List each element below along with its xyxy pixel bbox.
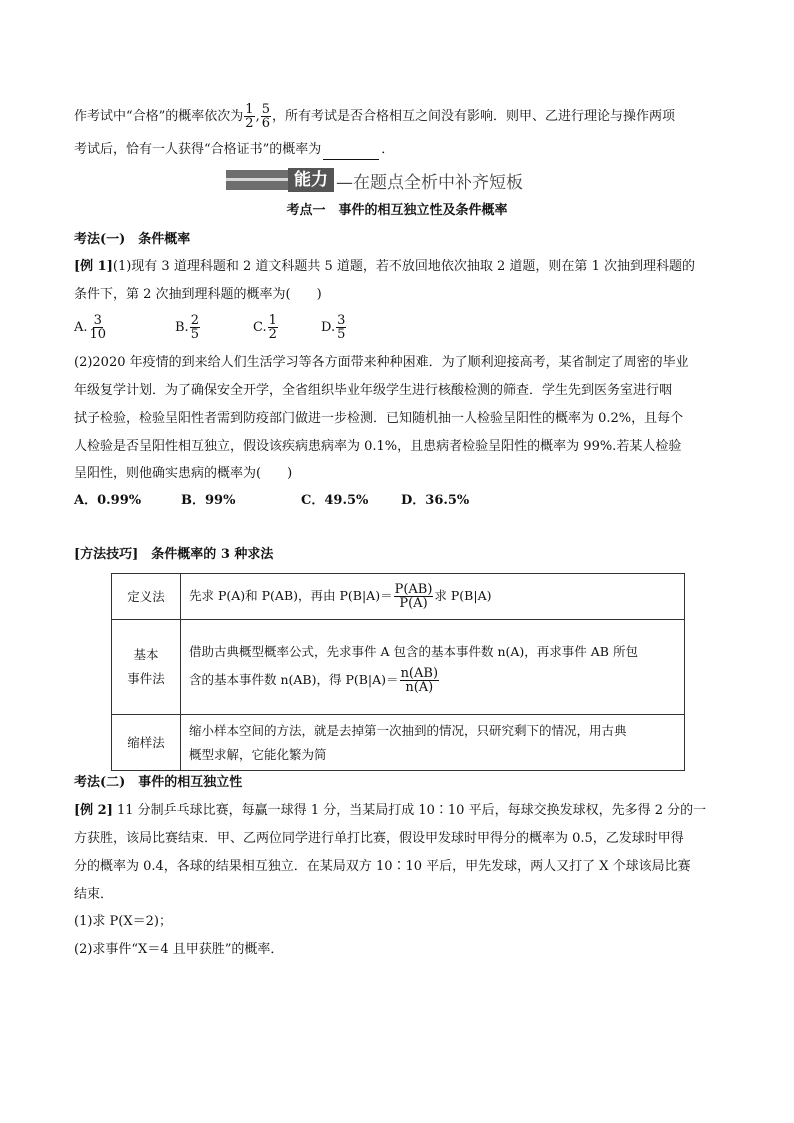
example1-q2-line4: 人检验是否呈阳性相互独立，假设该疾病患病率为 0.1%，且患病者检验呈阳性的概率为 99%.若某人检验 [74,439,682,454]
intro-text-prefix: 作考试中“合格”的概率依次为 [74,109,244,124]
example2-label: [例 2] [74,803,113,818]
example1-q2-line1: (2)2020 年疫情的到来给人们生活学习等各方面带来种种困难．为了顺利迎接高考，某省制定了周密的毕业 [74,355,689,370]
example2-line3: 分的概率为 0.4，各球的结果相互独立．在某局双方 10∶10 平后，甲先发球，两人又打了 X 个球该局比赛 [74,859,691,874]
method-key: 基本 事件法 [112,620,181,715]
method-key: 缩样法 [112,715,181,771]
banner-decoration [226,170,288,190]
banner-subtitle: —在题点全析中补齐短板 [336,172,523,193]
method-key: 定义法 [112,574,181,620]
example2-line2: 方获胜，该局比赛结束．甲、乙两位同学进行单打比赛，假设甲发球时甲得分的概率为 0.5，乙发球时甲得 [74,831,684,846]
methods-table [111,573,685,771]
section-banner [226,168,563,192]
option-d: D．36.5% [401,493,470,508]
option-b: B．99% [181,493,236,508]
table-row [112,574,685,620]
example2-line1: [例 2] 11 分制乒乓球比赛，每赢一球得 1 分，当某局打成 10∶10 平后，每球交换发球权，先多得 2 分的一 [74,803,707,818]
table-row [112,715,685,771]
intro-line-2: 考试后，恰有一人获得“合格证书”的概率为 ． [74,140,394,160]
example2-question-1: (1)求 P(X＝2)； [74,914,172,929]
example2-line4: 结束． [74,887,114,902]
option-c: C. $\frac{1}{2}$ [253,313,277,342]
option-d: D. $\frac{3}{5}$ [321,313,346,342]
example1-q1-line1: [例 1](1)现有 3 道理科题和 2 道文科题共 5 道题，若不放回地依次抽取 2 道题，则在第 1 次抽到理科题的 [74,259,695,274]
option-b: B. $\frac{2}{5}$ [175,313,199,342]
option-c: C．49.5% [301,493,369,508]
tips-heading: [方法技巧] 条件概率的 3 种求法 [74,547,274,562]
section-title: 考点一 事件的相互独立性及条件概率 [286,203,508,218]
example1-q2-line3: 拭子检验，检验呈阳性者需到防疫部门做进一步检测．已知随机抽一人检验呈阳性的概率为 0.2%，且每个 [74,411,684,426]
example2-question-2: (2)求事件“X＝4 且甲获胜”的概率． [74,942,284,957]
method1-heading: 考法(一) 条件概率 [74,232,191,247]
method-description: 缩小样本空间的方法，就是去掉第一次抽到的情况，只研究剩下的情况，用古典 概型求解，它能化繁为简 [181,715,685,771]
example1-label: [例 1] [74,259,113,274]
table-row [112,620,685,715]
intro-text-suffix: ，所有考试是否合格相互之间没有影响．则甲、乙进行理论与操作两项 [272,109,676,124]
method-description: 借助古典概型概率公式，先求事件 A 包含的基本事件数 n(A)，再求事件 AB 所包 含的基本事件数 n(AB)，得 P(B|A)＝ $\frac{n(AB)}{n(A)}$ [181,620,685,715]
method2-heading: 考法(二) 事件的相互独立性 [74,775,243,790]
banner-tag: 能力 [288,168,334,192]
fraction-five-sixths: $\frac{5}{6}$ [261,102,270,131]
intro-line-1: 作考试中“合格”的概率依次为 $\frac{1}{2}$ , $\frac{5}{6}$ ，所有考试是否合格相互之间没有影响．则甲、乙进行理论与操作两项 [74,102,676,131]
method-description: 先求 P(A)和 P(AB)，再由 P(B|A)＝ $\frac{P(AB)}{P(A)}$ 求 P(B|A) [181,574,685,620]
option-a: A. $\frac{3}{10}$ [74,313,107,342]
example1-q1-line2: 条件下，第 2 次抽到理科题的概率为( ) [74,287,322,302]
example1-q2-line2: 年级复学计划．为了确保安全开学，全省组织毕业年级学生进行核酸检测的筛查．学生先到医务室进行咽 [74,383,673,398]
example1-q2-line5: 呈阳性，则他确实患病的概率为( ) [74,466,293,481]
option-a: A．0.99% [74,493,142,508]
fraction-one-half: $\frac{1}{2}$ [245,102,254,131]
answer-blank [323,145,379,160]
